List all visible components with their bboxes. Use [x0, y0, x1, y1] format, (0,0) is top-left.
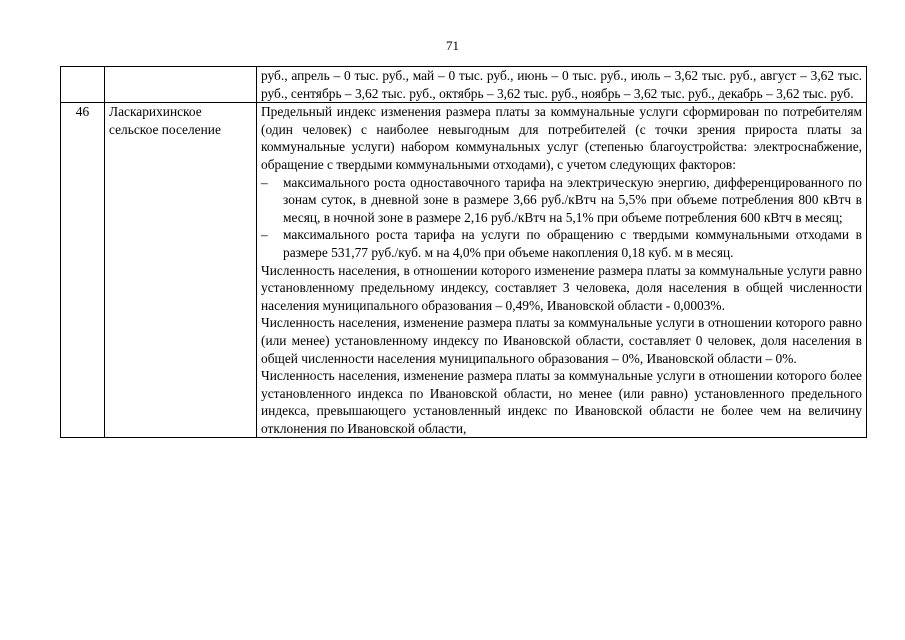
description-cell: [257, 103, 867, 438]
document-table: [60, 66, 867, 438]
description-intro: Предельный индекс изменения размера платы за коммунальные услуги сформирован по потребителям (один человек) с наиболее невыгодным для потребителей (с точки зрения прироста платы за коммунальные услуги) набором коммунальных услуг (степенью благоустройства: электроснабжение, обращение с твердыми коммунальными отходами), с учетом следующих факторов:: [261, 104, 862, 172]
factor-list: [261, 174, 862, 262]
page-number: 71: [446, 38, 459, 53]
description-cell: [257, 67, 867, 103]
list-item-text: максимального роста одноставочного тарифа на электрическую энергию, дифференцированного по зонам суток, в дневной зоне в размере 3,66 руб./кВтч на 5,5% при объеме потребления 800 кВтч в месяц, в ночной зоне в размере 2,16 руб./кВтч на 5,1% при объеме потребления 600 кВтч в месяц;: [283, 174, 862, 225]
municipality-name-cell: [105, 67, 257, 103]
table-row: [61, 103, 867, 438]
list-item-text: максимального роста тарифа на услуги по обращению с твердыми коммунальными отходами в размере 531,77 руб./куб. м на 4,0% при объеме накопления 0,18 куб. м в месяц.: [283, 227, 862, 260]
list-item: [261, 174, 862, 227]
table-row: [61, 67, 867, 103]
municipality-name-cell: Ласкарихинское сельское поселение: [105, 103, 257, 438]
description-paragraph: Численность населения, в отношении которого изменение размера платы за коммунальные услуги равно установленному предельному индексу, составляет 3 человека, доля населения в общей численности населения муниципального образования – 0,49%, Ивановской области - 0,0003%.: [261, 262, 862, 313]
bullet-dash: –: [261, 227, 268, 243]
description-paragraph: руб., апрель – 0 тыс. руб., май – 0 тыс. руб., июнь – 0 тыс. руб., июль – 3,62 тыс. руб., август – 3,62 тыс. руб., сентябрь – 3,62 тыс. руб., октябрь – 3,62 тыс. руб., ноябрь – 3,62 тыс. руб., декабрь – 3,62 тыс. руб.: [261, 68, 862, 101]
list-item: [261, 226, 862, 261]
row-number-cell: 46: [61, 103, 105, 438]
row-number-cell: [61, 67, 105, 103]
bullet-dash: –: [261, 174, 268, 190]
description-paragraph: Численность населения, изменение размера платы за коммунальные услуги в отношении которого более установленного индекса по Ивановской области, но менее (или равно) установленного предельного индекса, превышающего установленный индекс по Ивановской области не более чем на величину отклонения по Ивановской области,: [261, 368, 862, 436]
description-paragraph: Численность населения, изменение размера платы за коммунальные услуги в отношении которого равно (или менее) установленному индексу по Ивановской области, составляет 0 человек, доля населения в общей численности населения муниципального образования – 0%, Ивановской области – 0%.: [261, 315, 862, 366]
